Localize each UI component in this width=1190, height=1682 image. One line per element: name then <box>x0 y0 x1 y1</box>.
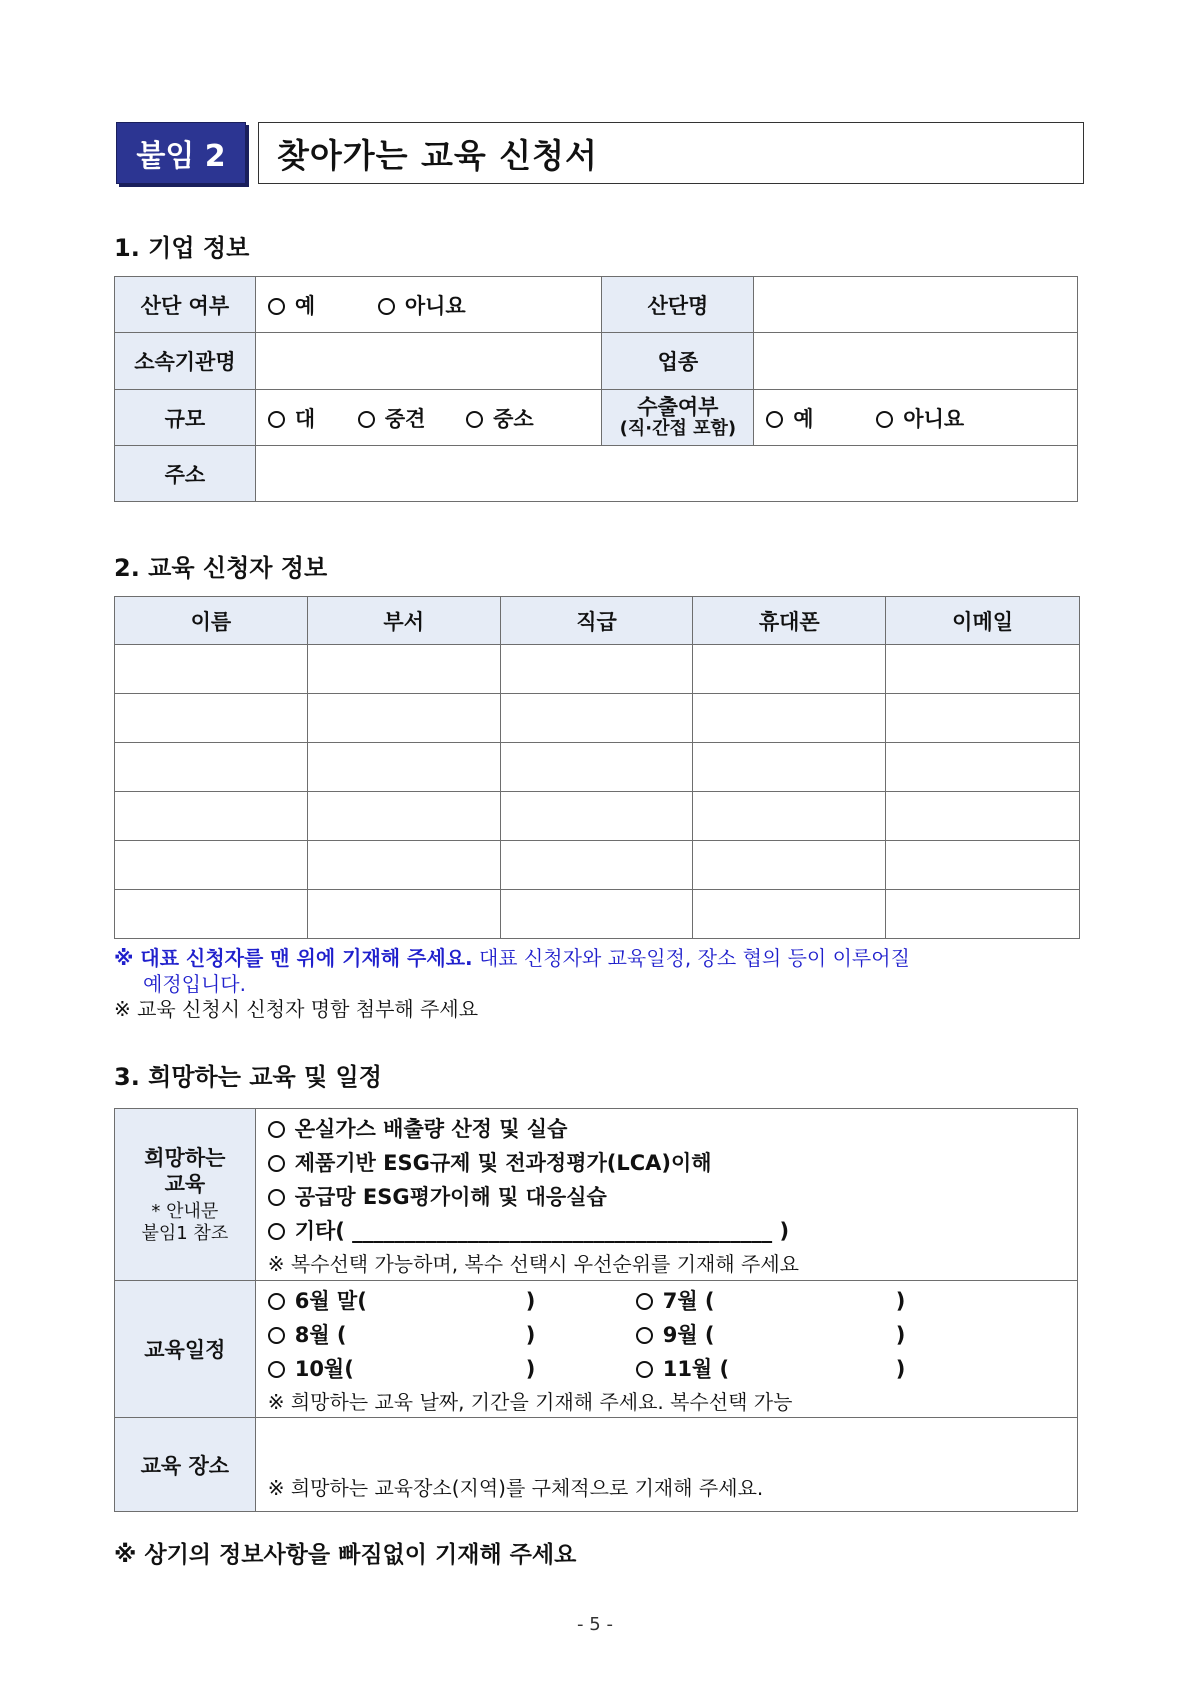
table-cell[interactable] <box>886 890 1080 939</box>
schedule-close-paren: ) <box>895 1322 906 1347</box>
export-yes-option[interactable]: 예 <box>766 403 813 433</box>
schedule-option-august[interactable]: 8월 ( <box>268 1323 347 1347</box>
radio-circle-icon <box>268 1223 285 1240</box>
table-row <box>115 743 1080 792</box>
education-option-ghg[interactable]: 온실가스 배출량 산정 및 실습 <box>268 1112 1076 1146</box>
education-options <box>255 1109 1077 1281</box>
radio-circle-icon <box>268 298 285 315</box>
radio-circle-icon <box>636 1293 653 1310</box>
table-cell[interactable] <box>886 841 1080 890</box>
radio-circle-icon <box>466 411 483 428</box>
table-cell[interactable] <box>693 743 886 792</box>
schedule-close-paren: ) <box>895 1288 906 1313</box>
table-cell[interactable] <box>500 890 693 939</box>
schedule-row <box>268 1318 1076 1352</box>
schedule-close-paren: ) <box>525 1356 536 1381</box>
radio-circle-icon <box>268 1361 285 1378</box>
radio-circle-icon <box>268 1121 285 1138</box>
radio-circle-icon <box>358 411 375 428</box>
education-sub-line1: * 안내문 <box>151 1200 219 1222</box>
col-header-email: 이메일 <box>886 597 1080 645</box>
table-row <box>115 792 1080 841</box>
schedule-option-september[interactable]: 9월 ( <box>636 1318 715 1352</box>
education-option-lca[interactable]: 제품기반 ESG규제 및 전과정평가(LCA)이해 <box>268 1146 1076 1180</box>
export-no-option[interactable]: 아니요 <box>876 403 964 433</box>
table-cell[interactable] <box>307 694 500 743</box>
table-row <box>115 645 1080 694</box>
schedule-option-november[interactable]: 11월 ( <box>636 1352 729 1386</box>
page-number: - 5 - <box>577 1614 613 1635</box>
education-label-line1: 희망하는 <box>144 1145 226 1170</box>
table-cell[interactable] <box>693 645 886 694</box>
schedule-option-october[interactable]: 10월( <box>268 1357 354 1381</box>
col-header-position: 직급 <box>500 597 693 645</box>
table-cell[interactable] <box>500 694 693 743</box>
place-note: ※ 희망하는 교육장소(지역)를 구체적으로 기재해 주세요. <box>267 1476 764 1500</box>
export-options <box>754 390 1078 446</box>
affiliation-field[interactable] <box>255 333 602 390</box>
export-label-cell <box>602 390 754 446</box>
place-label: 교육 장소 <box>115 1418 256 1512</box>
address-label: 주소 <box>115 446 256 502</box>
schedule-option-july[interactable]: 7월 ( <box>636 1284 715 1318</box>
export-label: 수출여부 <box>637 394 719 419</box>
table-cell[interactable] <box>500 743 693 792</box>
document-title: 찾아가는 교육 신청서 <box>258 122 1084 184</box>
schedule-label: 교육일정 <box>115 1281 256 1418</box>
attachment-badge: 붙임 2 <box>116 122 246 184</box>
scale-label: 규모 <box>115 390 256 446</box>
place-field[interactable] <box>255 1418 1077 1512</box>
schedule-option-june[interactable]: 6월 말( <box>268 1289 367 1313</box>
table-cell[interactable] <box>307 841 500 890</box>
address-field[interactable] <box>255 446 1077 502</box>
industry-label: 업종 <box>602 333 754 390</box>
representative-note-rest: 대표 신청자와 교육일정, 장소 협의 등이 이루어질 <box>472 946 910 970</box>
education-note: ※ 복수선택 가능하며, 복수 선택시 우선순위를 기재해 주세요 <box>267 1252 799 1276</box>
radio-circle-icon <box>268 411 285 428</box>
table-cell[interactable] <box>886 792 1080 841</box>
table-cell[interactable] <box>886 743 1080 792</box>
schedule-row <box>268 1284 1076 1318</box>
table-cell[interactable] <box>307 792 500 841</box>
scale-small-option[interactable]: 중소 <box>466 403 534 433</box>
table-cell[interactable] <box>115 792 308 841</box>
schedule-close-paren: ) <box>525 1322 536 1347</box>
radio-circle-icon <box>766 411 783 428</box>
radio-circle-icon <box>268 1189 285 1206</box>
table-cell[interactable] <box>115 841 308 890</box>
scale-mid-option[interactable]: 중견 <box>358 403 426 433</box>
table-cell[interactable] <box>886 645 1080 694</box>
industry-field[interactable] <box>754 333 1078 390</box>
schedule-close-paren: ) <box>525 1288 536 1313</box>
document-header <box>116 122 1084 184</box>
schedule-row <box>268 1352 1076 1386</box>
section2-title: 2. 교육 신청자 정보 <box>114 554 328 582</box>
scale-large-option[interactable]: 대 <box>268 403 315 433</box>
col-header-name: 이름 <box>115 597 308 645</box>
sandan-name-label: 산단명 <box>602 277 754 333</box>
sandan-label: 산단 여부 <box>115 277 256 333</box>
company-info-table <box>114 276 1078 502</box>
radio-circle-icon <box>378 298 395 315</box>
section1-title: 1. 기업 정보 <box>114 234 250 262</box>
representative-note-bold: ※ 대표 신청자를 맨 위에 기재해 주세요. <box>114 946 473 970</box>
education-option-other[interactable]: 기타( ________________________________________ ) <box>268 1214 1076 1248</box>
table-cell[interactable] <box>500 645 693 694</box>
table-cell[interactable] <box>500 841 693 890</box>
table-cell[interactable] <box>115 694 308 743</box>
schedule-close-paren: ) <box>895 1356 906 1381</box>
table-row <box>115 694 1080 743</box>
affiliation-label: 소속기관명 <box>115 333 256 390</box>
representative-note-continued: 예정입니다. <box>143 972 246 996</box>
col-header-phone: 휴대폰 <box>693 597 886 645</box>
scale-options <box>255 390 602 446</box>
sandan-name-field[interactable] <box>754 277 1078 333</box>
table-row <box>115 841 1080 890</box>
table-cell[interactable] <box>500 792 693 841</box>
table-cell[interactable] <box>886 694 1080 743</box>
export-sublabel: (직·간접 포함) <box>619 417 737 439</box>
table-cell[interactable] <box>693 792 886 841</box>
representative-note <box>114 945 1074 997</box>
radio-circle-icon <box>268 1155 285 1172</box>
table-row <box>115 890 1080 939</box>
schedule-options <box>255 1281 1077 1418</box>
education-option-supply-chain[interactable]: 공급망 ESG평가이해 및 대응실습 <box>268 1180 1076 1214</box>
sandan-no-option[interactable]: 아니요 <box>378 290 466 320</box>
table-cell[interactable] <box>693 890 886 939</box>
radio-circle-icon <box>876 411 893 428</box>
radio-circle-icon <box>636 1327 653 1344</box>
business-card-note: ※ 교육 신청시 신청자 명함 첨부해 주세요 <box>114 997 479 1021</box>
section3-title: 3. 희망하는 교육 및 일정 <box>114 1063 382 1091</box>
table-cell[interactable] <box>115 743 308 792</box>
sandan-options <box>255 277 602 333</box>
table-cell[interactable] <box>693 694 886 743</box>
education-table <box>114 1108 1078 1512</box>
footer-note: ※ 상기의 정보사항을 빠짐없이 기재해 주세요 <box>114 1542 577 1568</box>
radio-circle-icon <box>268 1293 285 1310</box>
sandan-yes-option[interactable]: 예 <box>268 290 315 320</box>
applicant-table <box>114 596 1080 939</box>
table-cell[interactable] <box>115 890 308 939</box>
table-cell[interactable] <box>307 645 500 694</box>
table-cell[interactable] <box>693 841 886 890</box>
education-label-line2: 교육 <box>164 1171 206 1196</box>
radio-circle-icon <box>268 1327 285 1344</box>
schedule-note: ※ 희망하는 교육 날짜, 기간을 기재해 주세요. 복수선택 가능 <box>267 1389 793 1414</box>
col-header-department: 부서 <box>307 597 500 645</box>
radio-circle-icon <box>636 1361 653 1378</box>
education-label-cell <box>115 1109 256 1281</box>
table-cell[interactable] <box>115 645 308 694</box>
table-cell[interactable] <box>307 890 500 939</box>
education-sub-line2: 붙임1 참조 <box>141 1222 229 1244</box>
table-cell[interactable] <box>307 743 500 792</box>
